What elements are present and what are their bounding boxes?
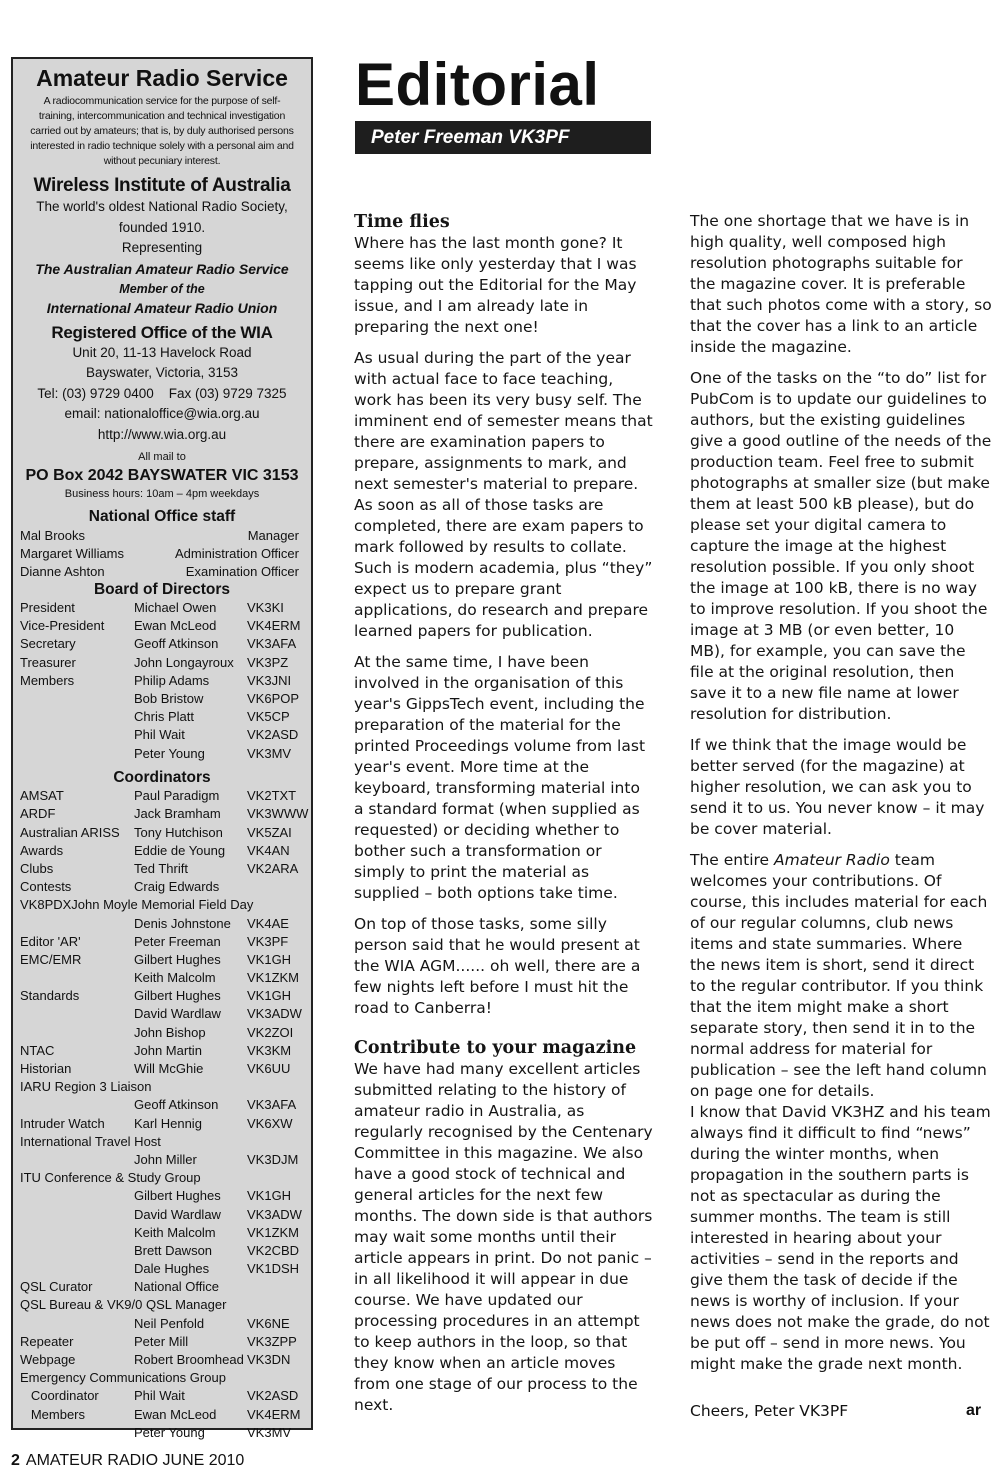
row-name: Gilbert Hughes (134, 1188, 221, 1204)
row-label: Contests (20, 879, 72, 895)
row-callsign: VK3DJM (247, 1151, 299, 1167)
directory-row (19, 690, 305, 708)
wia-title: Wireless Institute of Australia (33, 175, 291, 196)
row-name: Dale Hughes (134, 1261, 210, 1277)
row-callsign: VK3DN (247, 1352, 291, 1367)
row-label: International Travel Host (20, 1133, 161, 1149)
directory-row (19, 1424, 305, 1442)
sidebar-box (11, 57, 313, 1440)
directory-row (19, 1242, 305, 1260)
directory-row (19, 635, 305, 653)
directory-row (19, 1024, 305, 1042)
staff-list (19, 527, 305, 581)
row-name: Craig Edwards (134, 879, 220, 895)
row-name: Denis Johnstone (134, 915, 231, 931)
page-footer (11, 1452, 244, 1470)
row-name: Phil Wait (134, 1388, 185, 1404)
staff-row (19, 563, 305, 581)
magazine-name: Amateur Radio (774, 851, 890, 869)
row-callsign: VK2ZOI (247, 1024, 294, 1040)
directory-row (19, 745, 305, 763)
row-callsign: VK3KM (247, 1042, 292, 1058)
row-label: Treasurer (20, 654, 76, 670)
directory-row (19, 1133, 305, 1151)
address-line1: Unit 20, 11-13 Havelock Road (72, 344, 252, 360)
row-callsign: VK1ZKM (247, 1224, 300, 1240)
directory-row (19, 787, 305, 805)
directory-row (19, 1206, 305, 1224)
row-name: Ted Thrift (134, 860, 188, 876)
article-column-2 (690, 211, 992, 1385)
row-callsign: VK2CBD (247, 1242, 300, 1258)
row-callsign: VK4ERM (247, 1406, 301, 1422)
row-name: Geoff Atkinson (134, 636, 219, 652)
row-label: Intruder Watch (20, 1115, 105, 1131)
staff-role: Examination Officer (185, 563, 299, 579)
row-label: Australian ARISS (20, 824, 120, 840)
row-label: Members (20, 672, 75, 688)
directory-row (19, 878, 305, 896)
row-name: Ewan McLeod (134, 618, 217, 634)
office-title: Registered Office of the WIA (51, 322, 273, 342)
row-label: Standards (20, 988, 80, 1004)
coordinators-list (19, 787, 309, 1442)
row-name: Keith Malcolm (134, 1224, 216, 1240)
row-callsign: VK3AFA (247, 636, 297, 652)
row-label: Clubs (20, 860, 54, 876)
row-name: Jack Bramham (134, 806, 221, 822)
paragraph: We have had many excellent articles submitted relating to the history of amateur radio in Australia, as regularly recognised by the Centenary Committee in this magazine. We also have a good stock of technical and general articles for the next few months. The down side is that authors may wait some months until their article appears in print. Do not panic – in all likelihood it will appear in due course. We have updated our processing procedures in an attempt to keep authors in the loop, so that they know when an article moves from one stage of our process to the next. (354, 1060, 653, 1414)
row-label: Awards (20, 842, 64, 858)
row-label: IARU Region 3 Liaison (20, 1079, 152, 1095)
row-callsign: VK3MV (247, 1424, 292, 1440)
directory-row (19, 969, 305, 987)
directory-row (19, 726, 305, 744)
row-name: Peter Freeman (134, 933, 221, 949)
heading-time-flies: Time flies (354, 212, 450, 232)
row-name: Neil Penfold (134, 1315, 205, 1331)
page-number: 2 (11, 1452, 20, 1469)
row-label: Secretary (20, 636, 76, 652)
directory-row (19, 1005, 305, 1023)
row-callsign: VK3JNI (247, 672, 292, 688)
row-name: National Office (134, 1279, 220, 1295)
row-callsign: VK4ERM (247, 618, 301, 634)
row-name: Tony Hutchison (134, 824, 223, 840)
row-name: John Bishop (134, 1024, 206, 1040)
all-mail-to: All mail to (138, 451, 186, 463)
row-label: AMSAT (20, 788, 64, 804)
paragraph: One of the tasks on the “to do” list for PubCom is to update our guidelines to authors, but the existing guidelines give a good outline of the needs of the production team. Feel free to submit photographs at smaller size (but make them at least 500 kB please), but do please set your digital camera to capture the image at the highest resolution possible. If you only shoot the image at 100 kB, there is no way to improve resolution. If you shoot the image at 3 MB (or even better, 10 MB), for example, you can save the file at the original resolution, then save it to a new file name at lower resolution for distribution. (690, 369, 992, 723)
paragraph: Where has the last month gone? It seems like only yesterday that I was tapping out the Editorial for the May issue, and I am already late in preparing the next one! (354, 234, 637, 336)
iaru-name: International Amateur Radio Union (46, 299, 278, 316)
address-line2: Bayswater, Victoria, 3153 (85, 365, 239, 380)
signoff: Cheers, Peter VK3PF (690, 1402, 849, 1420)
staff-name: Dianne Ashton (20, 563, 105, 579)
staff-heading: National Office staff (88, 508, 236, 525)
row-name: Peter Mill (134, 1333, 189, 1349)
page-title: Editorial (355, 51, 600, 118)
directory-row (19, 805, 309, 823)
row-name: David Wardlaw (134, 1206, 221, 1222)
business-hours: Business hours: 10am – 4pm weekdays (64, 488, 260, 500)
directory-row (19, 1387, 305, 1405)
coordinators-heading: Coordinators (113, 768, 211, 786)
row-name: John Miller (134, 1151, 197, 1167)
row-callsign: VK3ADW (247, 1006, 302, 1022)
directory-row (19, 1060, 305, 1078)
row-label: QSL Bureau & VK9/0 QSL Manager (20, 1297, 227, 1313)
row-label: Vice-President (20, 618, 105, 634)
paragraph: On top of those tasks, some silly person said that he would present at the WIA AGM...... oh well, there are a few nights left before I must hit the road to Canberra! (354, 915, 641, 1017)
row-callsign: VK3WWW (247, 806, 309, 822)
row-name: Paul Paradigm (134, 788, 220, 804)
board-list (19, 599, 305, 763)
row-callsign: VK3ZPP (247, 1333, 297, 1349)
text-fragment: team welcomes your contributions. Of course, this includes material for each of our regular columns, club news items and state summaries. Where the news item is short, send it direct to the regular contributor. If you think that the item might make a short separate story, then send it in to the normal address for material for publication – see the left hand column on page one for details. (690, 851, 988, 1100)
directory-row (19, 915, 305, 933)
row-callsign: VK6POP (247, 690, 300, 706)
end-mark: ar (966, 1402, 982, 1419)
row-callsign: VK1GH (247, 951, 292, 967)
row-label: Webpage (20, 1352, 76, 1367)
row-label: ITU Conference & Study Group (20, 1170, 201, 1186)
row-callsign: VK1GH (247, 1188, 292, 1204)
directory-row (19, 951, 305, 969)
row-name: Gilbert Hughes (134, 951, 221, 967)
row-label: President (20, 600, 75, 615)
directory-row (19, 1278, 305, 1296)
row-name: John Martin (134, 1042, 202, 1058)
row-name: Bob Bristow (134, 690, 204, 706)
row-name: Robert Broomhead (134, 1352, 244, 1367)
heading-contribute: Contribute to your magazine (354, 1038, 637, 1058)
wia-line1: The world's oldest National Radio Society, (36, 199, 288, 214)
row-label: EMC/EMR (20, 951, 82, 967)
row-name: Keith Malcolm (134, 970, 216, 986)
directory-row (19, 824, 305, 842)
row-name: Eddie de Young (134, 842, 226, 858)
row-label: VK8PDXJohn Moyle Memorial Field Day (20, 897, 254, 913)
row-callsign: VK6XW (247, 1115, 293, 1131)
website: http://www.wia.org.au (97, 426, 227, 442)
row-name: Ewan McLeod (134, 1406, 217, 1422)
row-label: ARDF (20, 806, 56, 822)
paragraph (690, 850, 992, 1102)
row-callsign: VK2ASD (247, 1388, 299, 1404)
row-name: Peter Young (134, 745, 205, 761)
directory-row (19, 1187, 305, 1205)
row-callsign: VK2ASD (247, 727, 299, 743)
directory-row (19, 1296, 305, 1314)
row-callsign: VK3PF (247, 933, 289, 949)
text-fragment: The entire (690, 851, 774, 869)
row-name: John Longayroux (134, 654, 234, 670)
directory-row (19, 1351, 305, 1369)
row-name: Will McGhie (134, 1061, 204, 1076)
row-callsign: VK1ZKM (247, 970, 300, 986)
phone-fax: Tel: (03) 9729 0400 Fax (03) 9729 7325 (37, 385, 287, 401)
sidebar-title: Amateur Radio Service (36, 65, 288, 91)
row-name: David Wardlaw (134, 1006, 221, 1022)
po-box: PO Box 2042 BAYSWATER VIC 3153 (25, 467, 299, 484)
directory-row (19, 1042, 305, 1060)
directory-row (19, 1224, 305, 1242)
row-label: Coordinator (20, 1388, 99, 1404)
directory-row (19, 1406, 305, 1424)
row-callsign: VK2ARA (247, 860, 299, 876)
row-name: Michael Owen (134, 600, 217, 615)
directory-row (19, 1115, 305, 1133)
directory-row (19, 842, 305, 860)
wia-line2: founded 1910. (118, 219, 206, 235)
paragraph: At the same time, I have been involved in the organisation of this year's GippsTech event, including the preparation of the material for the printed Proceedings volume from last year's event. More time at the keyboard, transforming material into a standard format (when supplied as requested) or deciding whether to bother such a transformation or simply to print the material as supplied – both options take time. (354, 653, 646, 902)
row-label: Historian (20, 1061, 72, 1076)
directory-row (19, 1078, 305, 1096)
directory-row (19, 1369, 305, 1387)
member-of: Member of the (119, 281, 205, 296)
directory-row (19, 1096, 305, 1114)
staff-role: Manager (247, 527, 299, 543)
email: email: nationaloffice@wia.org.au (64, 406, 260, 421)
row-callsign: VK1GH (247, 988, 292, 1004)
staff-role: Administration Officer (174, 545, 299, 561)
paragraph: The one shortage that we have is in high quality, well composed high resolution photographs suitable for the magazine cover. It is preferable that such photos come with a story, so that the cover has a link to an article inside the magazine. (690, 212, 992, 356)
row-name: Chris Platt (134, 709, 194, 725)
directory-row (19, 672, 305, 690)
directory-row (19, 860, 305, 878)
row-callsign: VK3ADW (247, 1206, 302, 1222)
row-callsign: VK3PZ (247, 654, 289, 670)
representing: Representing (121, 240, 203, 255)
row-name: Phil Wait (134, 727, 185, 743)
directory-row (19, 708, 305, 726)
directory-row (19, 654, 305, 672)
directory-row (19, 599, 305, 617)
row-label: Repeater (20, 1333, 74, 1349)
directory-row (19, 933, 305, 951)
row-name: Brett Dawson (134, 1242, 213, 1258)
row-label: NTAC (20, 1042, 55, 1058)
aars-name: The Australian Amateur Radio Service (35, 260, 289, 277)
row-callsign: VK6UU (247, 1061, 291, 1076)
directory-row (19, 987, 305, 1005)
row-name: Geoff Atkinson (134, 1097, 219, 1113)
row-name: Peter Young (134, 1424, 205, 1440)
staff-row (19, 527, 305, 545)
row-callsign: VK5CP (247, 709, 290, 725)
row-callsign: VK2TXT (247, 788, 297, 804)
staff-name: Margaret Williams (20, 545, 125, 561)
paragraph: If we think that the image would be better served (for the magazine) at higher resolution, we can ask you to send it to us. You never know – it may be cover material. (690, 736, 985, 838)
directory-row (19, 1333, 305, 1351)
board-heading: Board of Directors (93, 580, 231, 598)
footer-text: AMATEUR RADIO JUNE 2010 (25, 1452, 245, 1469)
row-callsign: VK3MV (247, 745, 292, 761)
row-callsign: VK3KI (247, 600, 284, 615)
directory-row (19, 617, 305, 635)
row-label: Members (20, 1406, 86, 1422)
row-name: Philip Adams (134, 672, 210, 688)
staff-name: Mal Brooks (20, 527, 86, 543)
row-name: Gilbert Hughes (134, 988, 221, 1004)
directory-row (19, 896, 305, 914)
row-callsign: VK3AFA (247, 1097, 297, 1113)
author-bar: Peter Freeman VK3PF (355, 121, 651, 154)
paragraph: I know that David VK3HZ and his team always find it difficult to find “news” during the winter months, when propagation in the southern parts is not as spectacular as during the summer months. The team is still interested in hearing about your activities – send in the reports and give them the task of decide if the news is worthy of inclusion. If your news does not make the grade, do not be put off – send in more news. You might make the grade next month. (690, 1103, 991, 1373)
directory-row (19, 1151, 305, 1169)
staff-row (19, 545, 305, 563)
row-callsign: VK6NE (247, 1315, 290, 1331)
row-label: Emergency Communications Group (20, 1370, 226, 1386)
directory-row (19, 1169, 305, 1187)
service-description: A radiocommunication service for the purpose of self-training, intercommunication and technical investigation carried out by amateurs; that is, by duly authorised persons interested in radio technique solely with a personal aim and without pecuniary interest. (30, 95, 294, 167)
row-label: Editor 'AR' (20, 933, 81, 949)
row-callsign: VK4AE (247, 915, 289, 931)
paragraph: As usual during the part of the year with actual face to face teaching, work has been its very busy self. The imminent end of semester means that there are examination papers to prepare, assignments to mark, and next semester's material to prepare. As soon as all of those tasks are completed, there are exam papers to mark followed by results to collate. Such is modern academia, plus “they” expect us to prepare grant applications, do research and prepare learned papers for publication. (354, 349, 653, 640)
directory-row (19, 1315, 305, 1333)
row-callsign: VK5ZAI (247, 824, 292, 840)
row-callsign: VK1DSH (247, 1261, 300, 1277)
row-callsign: VK4AN (247, 842, 290, 858)
row-name: Karl Hennig (134, 1115, 202, 1131)
directory-row (19, 1260, 305, 1278)
article-column-1 (354, 211, 654, 1426)
row-label: QSL Curator (20, 1279, 93, 1295)
